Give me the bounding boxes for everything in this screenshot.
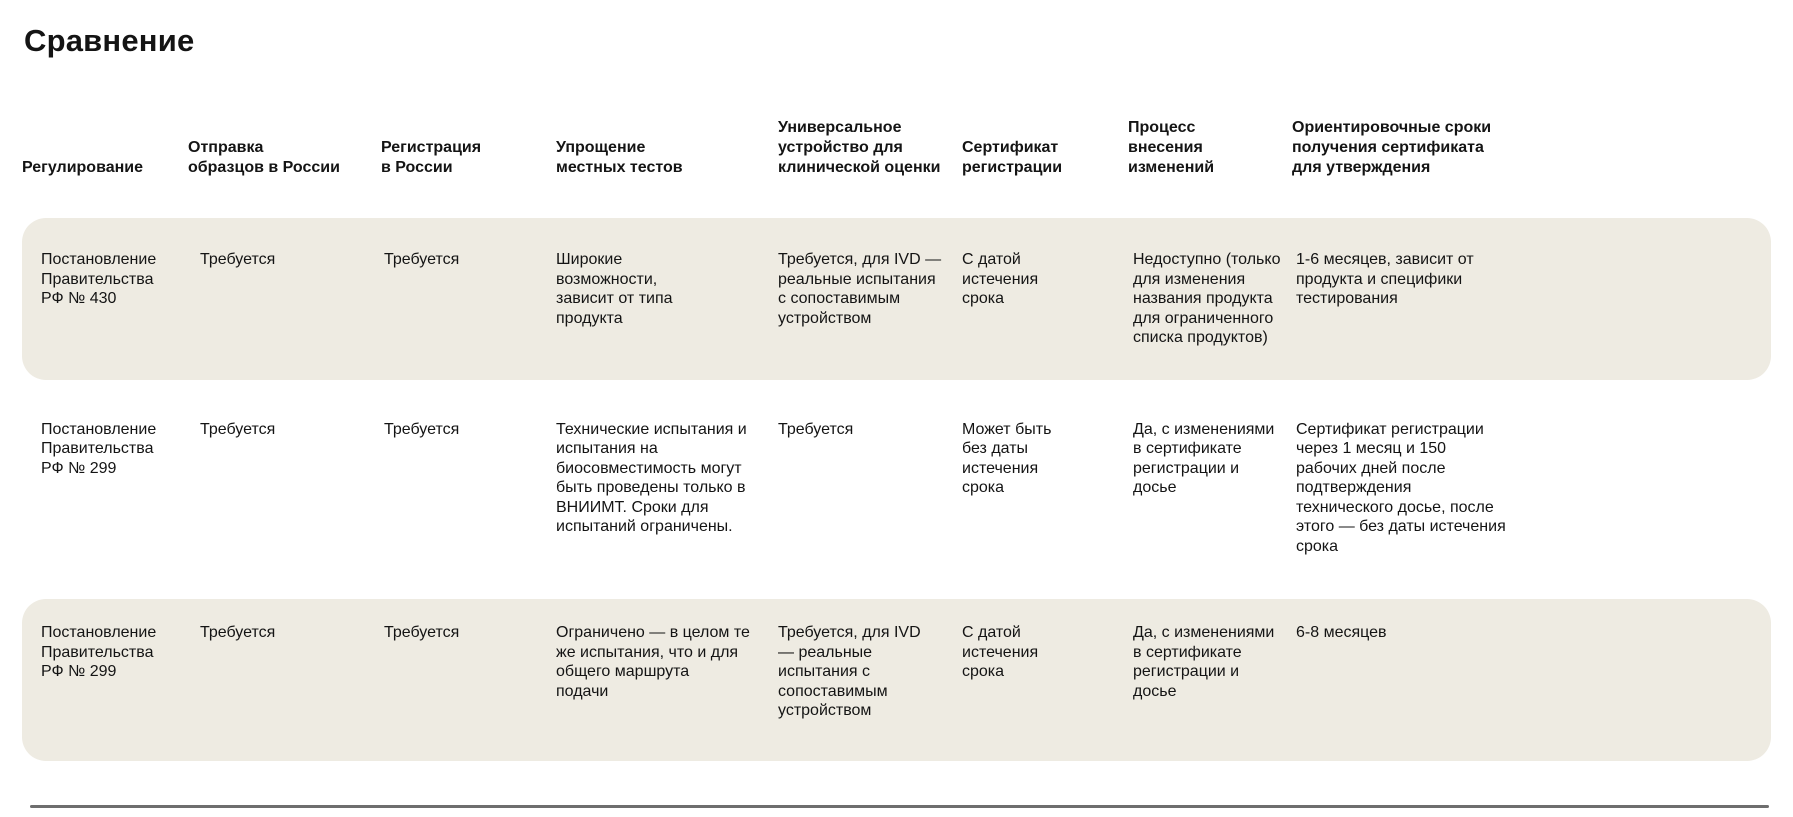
page (0, 24, 1793, 808)
cell-approval-timeline: 1-6 месяцев, зависит от продукта и специфики тестирования (1296, 251, 1474, 307)
bottom-divider (30, 805, 1769, 808)
cell-registration-certificate: С датой истечения срока (962, 251, 1039, 307)
column-header-change-process: Процесс внесения изменений (1128, 119, 1215, 176)
cell-universal-device: Требуется (778, 420, 854, 438)
table-row-3 (22, 599, 1771, 761)
cell-approval-timeline: 6-8 месяцев (1296, 624, 1387, 641)
table-row-1 (22, 218, 1771, 380)
column-header-approval-timeline: Ориентировочные сроки получения сертификата для утверждения (1292, 119, 1492, 176)
cell-regulation: Постановление Правительства РФ № 299 (41, 624, 157, 680)
cell-universal-device: Требуется, для IVD — реальные испытания с сопоставимым устройством (778, 251, 942, 327)
column-header-local-tests: Упрощение местных тестов (556, 139, 683, 176)
cell-local-tests: Ограничено — в целом те же испытания, что и для общего маршрута подачи (556, 624, 750, 700)
column-header-regulation: Регулирование (22, 159, 143, 176)
table-header-row (22, 96, 1771, 178)
cell-registration-certificate: С датой истечения срока (962, 624, 1039, 680)
cell-change-process: Недоступно (только для изменения названия продукта для ограниченного списка продуктов) (1133, 251, 1281, 346)
column-header-registration-certificate: Сертификат регистрации (962, 139, 1063, 176)
cell-registration: Требуется (384, 420, 460, 438)
cell-local-tests: Технические испытания и испытания на биосовместимость могут быть проведены только в ВНИИМТ. Сроки для испытаний ограничены. (556, 420, 747, 535)
cell-universal-device: Требуется, для IVD — реальные испытания с сопоставимым устройством (778, 624, 921, 719)
column-header-universal-device: Универсальное устройство для клинической оценки (778, 119, 941, 176)
column-header-registration: Регистрация в России (381, 139, 482, 176)
cell-regulation: Постановление Правительства РФ № 430 (41, 251, 157, 307)
cell-sample-shipping: Требуется (200, 251, 276, 268)
cell-regulation: Постановление Правительства РФ № 299 (41, 420, 157, 477)
cell-sample-shipping: Требуется (200, 420, 276, 438)
cell-change-process: Да, с изменениями в сертификате регистрации и досье (1133, 624, 1275, 700)
column-header-sample-shipping: Отправка образцов в России (188, 139, 340, 176)
comparison-table (22, 96, 1771, 761)
cell-sample-shipping: Требуется (200, 624, 276, 641)
page-title: Сравнение (24, 23, 195, 58)
cell-local-tests: Широкие возможности, зависит от типа продукта (556, 251, 673, 327)
cell-registration-certificate: Может быть без даты истечения срока (962, 420, 1052, 496)
cell-registration: Требуется (384, 624, 460, 641)
cell-approval-timeline: Сертификат регистрации через 1 месяц и 150 рабочих дней после подтверждения технического досье, после этого — без даты истечения срока (1296, 420, 1506, 555)
cell-registration: Требуется (384, 251, 460, 268)
cell-change-process: Да, с изменениями в сертификате регистрации и досье (1133, 420, 1275, 496)
table-row-2 (22, 380, 1771, 600)
